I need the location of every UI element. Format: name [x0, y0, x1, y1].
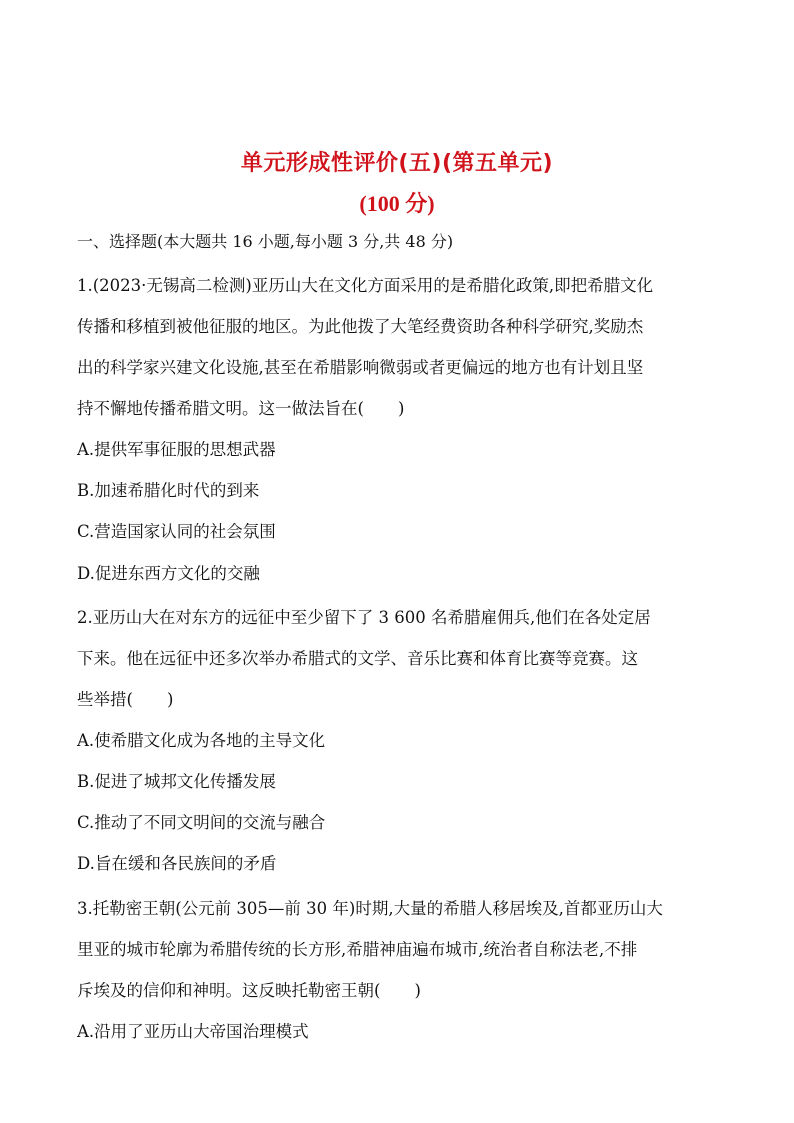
q1-option-a: A.提供军事征服的思想武器	[77, 440, 276, 459]
q1-option-b: B.加速希腊化时代的到来	[77, 481, 260, 500]
q1-stem-line-3: 出的科学家兴建文化设施,甚至在希腊影响微弱或者更偏远的地方也有计划且坚	[77, 358, 644, 377]
q1-stem-line-1: 1.(2023·无锡高二检测)亚历山大在文化方面采用的是希腊化政策,即把希腊文化	[77, 276, 654, 295]
q2-stem-text: 些举措(	[77, 690, 133, 709]
page-title: 单元形成性评价(五)(第五单元)	[240, 151, 554, 176]
section-heading: 一、选择题(本大题共 16 小题,每小题 3 分,共 48 分)	[77, 232, 454, 251]
q1-stem-line-4	[77, 397, 404, 421]
q2-stem-line-2: 下来。他在远征中还多次举办希腊式的文学、音乐比赛和体育比赛等竞赛。这	[77, 649, 638, 668]
q1-paren-close: )	[397, 399, 405, 418]
q3-stem-text: 斥埃及的信仰和神明。这反映托勒密王朝(	[77, 981, 381, 1000]
q2-stem-line-3	[77, 688, 173, 712]
q3-stem-line-2: 里亚的城市轮廓为希腊传统的长方形,希腊神庙遍布城市,统治者自称法老,不排	[77, 940, 638, 959]
q2-paren-close: )	[166, 690, 174, 709]
q3-paren-close: )	[414, 981, 421, 1000]
q2-option-a: A.使希腊文化成为各地的主导文化	[77, 731, 326, 750]
q3-option-a: A.沿用了亚历山大帝国治理模式	[77, 1022, 309, 1041]
q1-option-c: C.营造国家认同的社会氛围	[77, 522, 276, 541]
q1-stem-text: 持不懈地传播希腊文明。这一做法旨在(	[77, 399, 364, 418]
q2-stem-line-1: 2.亚历山大在对东方的远征中至少留下了 3 600 名希腊雇佣兵,他们在各处定居	[77, 608, 651, 627]
q2-option-c: C.推动了不同文明间的交流与融合	[77, 813, 326, 832]
q2-option-b: B.促进了城邦文化传播发展	[77, 772, 276, 791]
q1-stem-line-2: 传播和移植到被他征服的地区。为此他拨了大笔经费资助各种科学研究,奖励杰	[77, 317, 644, 336]
q3-stem-line-1: 3.托勒密王朝(公元前 305—前 30 年)时期,大量的希腊人移居埃及,首都亚历山大	[77, 899, 663, 918]
q2-option-d: D.旨在缓和各民族间的矛盾	[77, 854, 277, 873]
total-score: (100 分)	[359, 191, 435, 216]
q3-stem-line-3	[77, 979, 421, 1003]
q1-option-d: D.促进东西方文化的交融	[77, 564, 260, 583]
